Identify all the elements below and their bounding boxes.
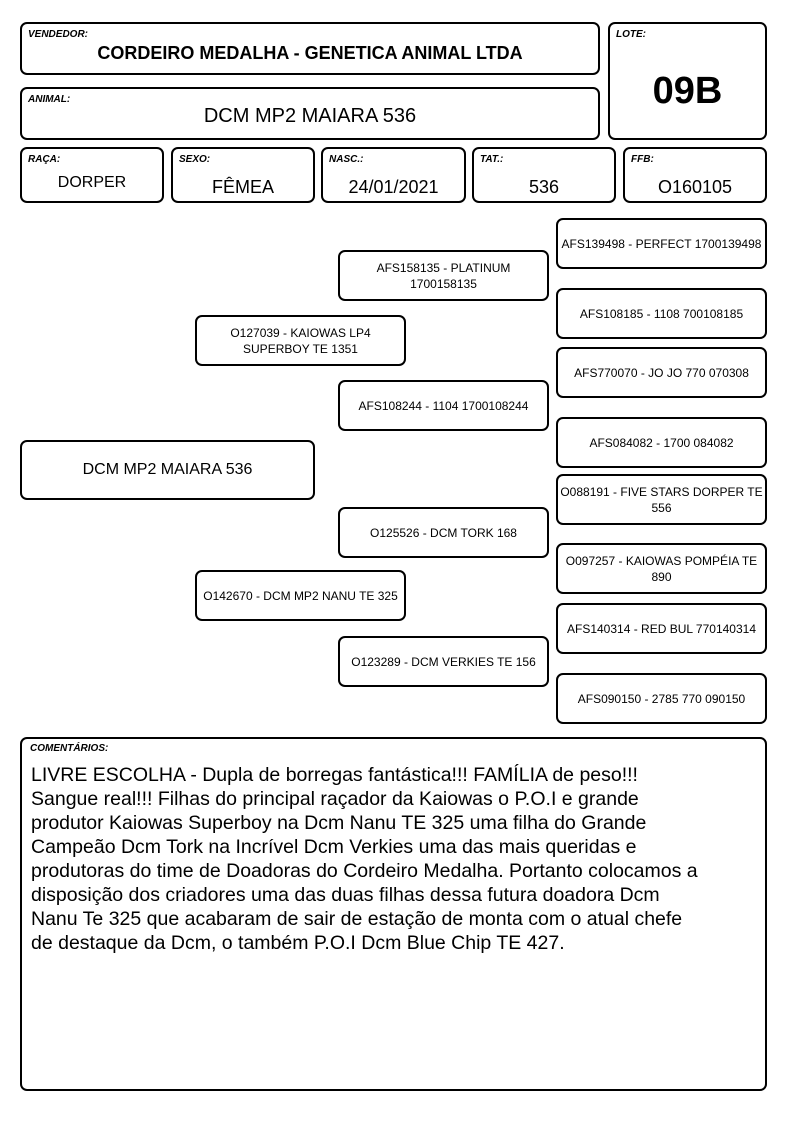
- sexo-value: FÊMEA: [211, 177, 274, 197]
- ffb-value: O160105: [657, 177, 733, 197]
- pedigree-sire-dam: AFS108244 - 1104 1700108244: [338, 380, 549, 431]
- vendedor-label: VENDEDOR:: [28, 29, 89, 40]
- ffb-label: FFB:: [631, 154, 654, 165]
- sexo-label: SEXO:: [179, 154, 211, 165]
- comments-text: LIVRE ESCOLHA - Dupla de borregas fantástica!!! FAMÍLIA de peso!!! Sangue real!!! Filhas do principal raçador da Kaiowas o P.O.I e grande produtor Kaiowas Superboy na Dcm Nanu TE 325 uma filha do Grande Campeão Dcm Tork na Incrível Dcm Verkies uma das mais queridas e produtoras do time de Doadoras do Cordeiro Medalha. Portanto colocamos a disposição dos criadores uma das duas filhas dessa futura doadora Dcm Nanu Te 325 que acabaram de sair de estação de monta com o atual chefe de destaque da Dcm, o também P.O.I Dcm Blue Chip TE 427.: [31, 764, 698, 954]
- pedigree-ggparent: AFS139498 - PERFECT 1700139498: [556, 218, 767, 269]
- lote-label: LOTE:: [616, 29, 646, 40]
- raca-box: [20, 147, 164, 203]
- pedigree-dam-dam: O123289 - DCM VERKIES TE 156: [338, 636, 549, 687]
- pedigree-ggparent: AFS770070 - JO JO 770 070308: [556, 347, 767, 398]
- lote-value: 09B: [652, 70, 723, 112]
- comments-box: [20, 737, 767, 1091]
- pedigree-animal: DCM MP2 MAIARA 536: [20, 440, 315, 500]
- pedigree-sire: O127039 - KAIOWAS LP4 SUPERBOY TE 1351: [195, 315, 406, 366]
- sexo-box: [171, 147, 315, 203]
- animal-value: DCM MP2 MAIARA 536: [203, 105, 417, 127]
- pedigree-dam-sire: O125526 - DCM TORK 168: [338, 507, 549, 558]
- nasc-value: 24/01/2021: [348, 177, 439, 197]
- ffb-box: [623, 147, 767, 203]
- pedigree-dam: O142670 - DCM MP2 NANU TE 325: [195, 570, 406, 621]
- animal-label: ANIMAL:: [28, 94, 71, 105]
- pedigree-ggparent: O097257 - KAIOWAS POMPÉIA TE 890: [556, 543, 767, 594]
- pedigree-ggparent: AFS140314 - RED BUL 770140314: [556, 603, 767, 654]
- raca-label: RAÇA:: [28, 154, 61, 165]
- pedigree-ggparent: AFS108185 - 1108 700108185: [556, 288, 767, 339]
- tat-box: [472, 147, 616, 203]
- tat-value: 536: [528, 177, 560, 197]
- pedigree-ggparent: AFS090150 - 2785 770 090150: [556, 673, 767, 724]
- nasc-label: NASC.:: [329, 154, 364, 165]
- vendedor-value: CORDEIRO MEDALHA - GENETICA ANIMAL LTDA: [97, 43, 523, 63]
- vendedor-box: [20, 22, 600, 75]
- animal-box: [20, 87, 600, 140]
- lote-box: [608, 22, 767, 140]
- tat-label: TAT.:: [480, 154, 504, 165]
- pedigree-ggparent: O088191 - FIVE STARS DORPER TE 556: [556, 474, 767, 525]
- pedigree-ggparent: AFS084082 - 1700 084082: [556, 417, 767, 468]
- pedigree-sire-sire: AFS158135 - PLATINUM 1700158135: [338, 250, 549, 301]
- nasc-box: [321, 147, 466, 203]
- raca-value: DORPER: [57, 174, 127, 191]
- comments-label: COMENTÁRIOS:: [30, 743, 109, 754]
